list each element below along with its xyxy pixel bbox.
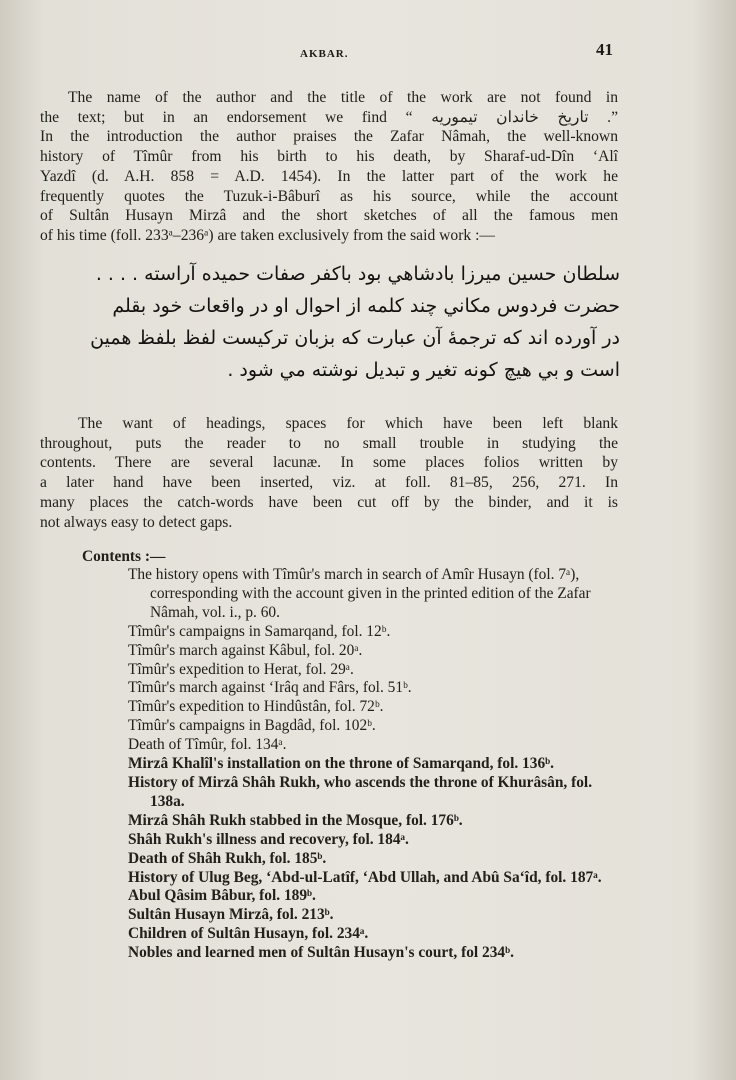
contents-item-text: Death of Tîmûr, fol. 134ᵃ. [128,736,287,754]
intro-line: history of Tîmûr from his birth to his death, by Sharaf-ud-Dîn ‘Alî [40,148,618,166]
contents-item-text: Tîmûr's campaigns in Samarqand, fol. 12ᵇ. [128,622,391,640]
contents-item [128,736,628,755]
contents-item [128,566,628,623]
arabic-line: حضرت فردوس مكاني چند كلمه از احوال او در واقعات خود بقلم [112,295,620,317]
headings-paragraph [40,414,618,532]
contents-item [128,717,628,736]
intro-line: of Sultân Husayn Mirzâ and the short sketches of all the famous men [40,207,618,225]
contents-item [128,925,628,944]
contents-item-text: History of Ulug Beg, ‘Abd-ul-Latîf, ‘Abd Ullah, and Abû Sa‘îd, fol. 187ᵃ. [128,868,602,886]
para2-line: a later hand have been inserted, viz. at foll. 81–85, 256, 271. In [40,474,618,492]
contents-item [128,755,628,774]
para2-line: many places the catch-words have been cut off by the binder, and it is [40,493,618,511]
contents-item-text: Abul Qâsim Bâbur, fol. 189ᵇ. [128,887,316,905]
arabic-quotation [40,258,620,386]
contents-item-text: Tîmûr's march against ‘Irâq and Fârs, fol. 51ᵇ. [128,679,412,697]
contents-item-text: Tîmûr's expedition to Herat, fol. 29ᵃ. [128,660,354,678]
contents-item-text: Mirzâ Khalîl's installation on the throne of Samarqand, fol. 136ᵇ. [128,755,554,773]
contents-item-text: Tîmûr's campaigns in Bagdâd, fol. 102ᵇ. [128,717,376,735]
contents-item-text: Tîmûr's march against Kâbul, fol. 20ᵃ. [128,641,363,659]
contents-item [128,887,628,906]
para2-line: throughout, puts the reader to no small trouble in studying the [40,434,618,452]
intro-line: In the introduction the author praises the Zafar Nâmah, the well-known [40,128,618,146]
contents-item [128,944,628,963]
contents-item-text: Death of Shâh Rukh, fol. 185ᵇ. [128,849,327,867]
intro-line: of his time (foll. 233ᵃ–236ᵃ) are taken exclusively from the said work :— [40,226,496,244]
contents-item [128,906,628,925]
contents-item [128,679,628,698]
intro-line: frequently quotes the Tuzuk-i-Bâburî as his source, while the account [40,187,618,205]
contents-item [128,774,628,812]
contents-item [128,642,628,661]
contents-item [128,869,628,888]
contents-item-text: Children of Sultân Husayn, fol. 234ᵃ. [128,925,369,943]
contents-item [128,661,628,680]
running-head: AKBAR. [300,48,349,60]
arabic-line: سلطان حسين ميرزا بادشاهي بود باكفر صفات حميده آراسته . . . . [95,263,620,285]
contents-item-text: Tîmûr's expedition to Hindûstân, fol. 72ᵇ. [128,698,384,716]
para2-line: contents. There are several lacunæ. In some places folios written by [40,454,618,472]
para2-line: The want of headings, spaces for which have been left blank [78,415,618,432]
contents-heading: Contents :— [82,548,166,565]
intro-line: The name of the author and the title of the work are not found in [68,89,618,106]
contents-item [128,850,628,869]
intro-line: the text; but in an endorsement we find “ تاريخ خاندان تيموريه .” [40,108,619,126]
arabic-line: در آورده اند كه ترجمهٔ آن عبارت كه بزبان تركيست لفظ بلفظ همين [90,327,620,349]
para2-line: not always easy to detect gaps. [40,513,233,531]
intro-line: Yazdî (d. A.H. 858 = A.D. 1454). In the latter part of the work he [40,167,618,185]
contents-list [128,566,628,963]
contents-item-text: Sultân Husayn Mirzâ, fol. 213ᵇ. [128,906,334,924]
contents-item-text: Shâh Rukh's illness and recovery, fol. 184ᵃ. [128,830,409,848]
arabic-line: است و بي هيچ كونه تغير و تبديل نوشته مي شود . [227,359,620,381]
contents-item [128,831,628,850]
intro-paragraph [40,88,618,246]
page-number: 41 [596,40,613,59]
contents-item-text: Mirzâ Shâh Rukh stabbed in the Mosque, fol. 176ᵇ. [128,811,463,829]
contents-item [128,698,628,717]
contents-item [128,812,628,831]
contents-item-text: History of Mirzâ Shâh Rukh, who ascends the throne of Khurâsân, fol. 138a. [128,773,593,810]
contents-item-text: Nobles and learned men of Sultân Husayn's court, fol 234ᵇ. [128,944,514,962]
contents-item-text: The history opens with Tîmûr's march in search of Amîr Husayn (fol. 7ᵃ), corresponding with the account given in the printed edition of the Zafar Nâmah, vol. i., p. 60. [128,566,591,621]
contents-item [128,623,628,642]
